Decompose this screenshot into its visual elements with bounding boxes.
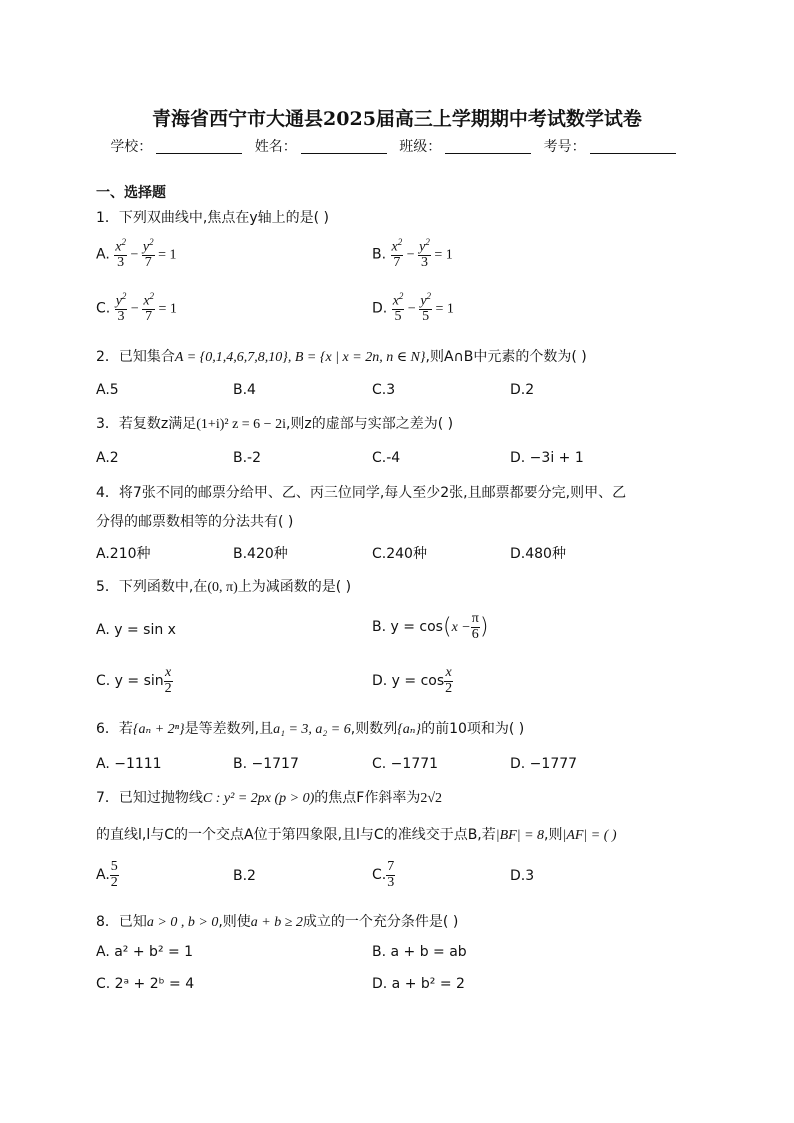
q4-option-d[interactable]: D.480种 — [510, 546, 566, 562]
q8-option-b[interactable]: B. a + b = ab — [372, 944, 467, 960]
question-5-stem: 5．下列函数中,在(0, π)上为减函数的是( ) — [96, 579, 352, 595]
q4-option-a[interactable]: A.210种 — [96, 546, 151, 562]
class-blank[interactable] — [445, 139, 531, 154]
q4-option-b[interactable]: B.420种 — [233, 546, 288, 562]
q6-option-b[interactable]: B. −1717 — [233, 756, 299, 772]
class-label: 班级： — [399, 139, 442, 155]
q3-option-d[interactable]: D. −3i + 1 — [510, 450, 584, 466]
q7-option-a[interactable]: A. $\frac{5}{2}$ — [96, 859, 118, 890]
q5-option-a[interactable]: A. y = sin x — [96, 622, 176, 638]
q5-option-b[interactable]: B. y = cos(x − $\frac{\pi}{6}$ ) — [372, 611, 489, 642]
question-1-stem: 1．下列双曲线中,焦点在y轴上的是( ) — [96, 210, 330, 226]
q6-option-a[interactable]: A. −1111 — [96, 756, 162, 772]
q5-option-d[interactable]: D. y = cos $\frac{x}{2}$ — [372, 665, 453, 696]
q2-option-a[interactable]: A.5 — [96, 382, 119, 398]
q2-option-d[interactable]: D.2 — [510, 382, 535, 398]
question-7-line-2: 的直线l,l与C的一个交点A位于第四象限,且l与C的准线交于点B,若|BF| = 8,则|AF| = ( ) — [96, 827, 617, 843]
q3-option-a[interactable]: A.2 — [96, 450, 119, 466]
number-label: 考号： — [543, 139, 586, 155]
question-7-line-1: 7．已知过抛物线C : y² = 2px (p > 0)的焦点F作斜率为2√2 — [96, 790, 443, 806]
name-blank[interactable] — [301, 139, 387, 154]
question-3-stem: 3．若复数z满足(1+i)² z = 6 − 2i,则z的虚部与实部之差为( ) — [96, 416, 454, 432]
q6-option-c[interactable]: C. −1771 — [372, 756, 439, 772]
q1-option-d[interactable]: D. $\frac{x^2}{5}$ − $\frac{y^2}{5}$ = 1 — [372, 291, 454, 325]
q6-option-d[interactable]: D. −1777 — [510, 756, 578, 772]
name-label: 姓名： — [254, 139, 297, 155]
question-4-line-2: 分得的邮票数相等的分法共有( ) — [96, 514, 294, 530]
question-2-stem: 2．已知集合A = {0,1,4,6,7,8,10}, B = {x | x = 2n, n ∈ N},则A∩B中元素的个数为( ) — [96, 349, 587, 365]
q2-option-c[interactable]: C.3 — [372, 382, 396, 398]
q3-option-b[interactable]: B.-2 — [233, 450, 262, 466]
q8-option-a[interactable]: A. a² + b² = 1 — [96, 944, 194, 960]
q8-option-d[interactable]: D. a + b² = 2 — [372, 976, 465, 992]
student-info-row — [0, 136, 794, 156]
q4-option-c[interactable]: C.240种 — [372, 546, 427, 562]
section-heading: 一、选择题 — [96, 185, 166, 201]
q2-option-b[interactable]: B.4 — [233, 382, 256, 398]
question-8-stem: 8．已知a > 0 , b > 0,则使a + b ≥ 2成立的一个充分条件是( ) — [96, 914, 459, 930]
school-blank[interactable] — [156, 139, 242, 154]
number-blank[interactable] — [590, 139, 676, 154]
q7-option-d[interactable]: D.3 — [510, 868, 535, 884]
q1-option-a[interactable]: A. $\frac{x^2}{3}$ − $\frac{y^2}{7}$ = 1 — [96, 237, 177, 271]
q7-option-b[interactable]: B.2 — [233, 868, 256, 884]
q8-option-c[interactable]: C. 2ᵃ + 2ᵇ = 4 — [96, 976, 195, 992]
q1-option-b[interactable]: B. $\frac{x^2}{7}$ − $\frac{y^2}{3}$ = 1 — [372, 237, 453, 271]
page-title: 青海省西宁市大通县2025届高三上学期期中考试数学试卷 — [152, 108, 642, 130]
q7-option-c[interactable]: C. $\frac{7}{3}$ — [372, 859, 395, 890]
school-label: 学校： — [110, 139, 153, 155]
question-4-line-1: 4．将7张不同的邮票分给甲、乙、丙三位同学,每人至少2张,且邮票都要分完,则甲、乙 — [96, 485, 627, 501]
question-6-stem: 6．若{aₙ + 2ⁿ}是等差数列,且a₁ = 3, a₂ = 6,则数列{aₙ}的前10项和为( ) — [96, 721, 525, 737]
q5-option-c[interactable]: C. y = sin $\frac{x}{2}$ — [96, 665, 172, 696]
q3-option-c[interactable]: C.-4 — [372, 450, 401, 466]
q1-option-c[interactable]: C. $\frac{y^2}{3}$ − $\frac{x^2}{7}$ = 1 — [96, 291, 177, 325]
